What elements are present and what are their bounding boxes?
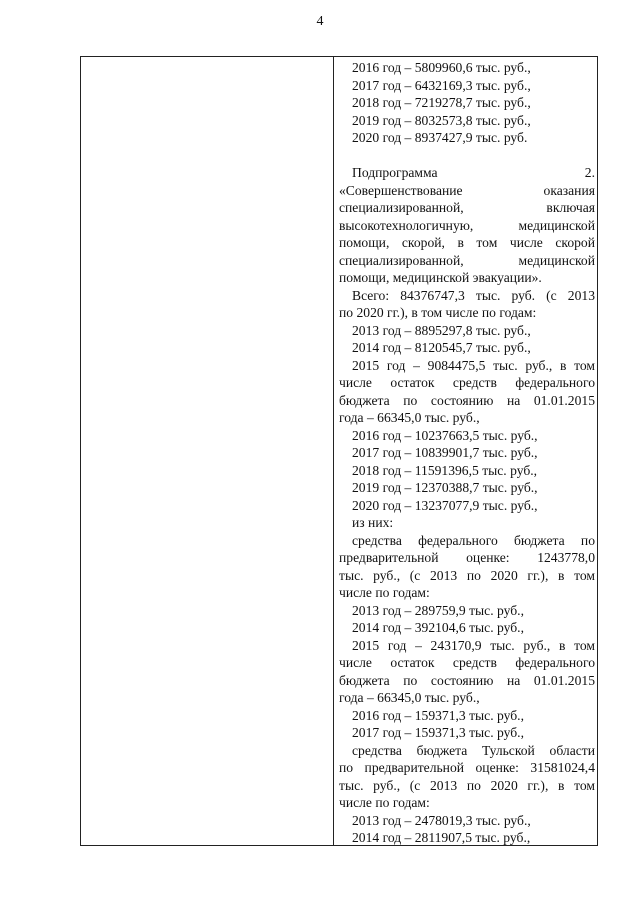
text-line: года – 66345,0 тыс. руб., (339, 690, 480, 705)
text-line: специализированной, включая (339, 200, 595, 215)
text-line: числе остаток средств федерального (339, 375, 595, 390)
text-line: по предварительной оценке: 31581024,4 (339, 760, 595, 775)
text-line: 2017 год – 159371,3 тыс. руб., (352, 725, 524, 740)
subprogram-number: 2. (584, 165, 595, 180)
text-line: средства федерального бюджета по (352, 532, 595, 548)
text-line: 2018 год – 7219278,7 тыс. руб., (352, 95, 531, 110)
text-line: 2014 год – 8120545,7 тыс. руб., (352, 340, 531, 355)
years-list-top (339, 59, 595, 147)
text-line: 2015 год – 243170,9 тыс. руб., в том (352, 637, 595, 653)
text-line: тыс. руб., (с 2013 по 2020 гг.), в том (339, 777, 595, 793)
text-line: тыс. руб., (с 2013 по 2020 гг.), в том (339, 567, 595, 583)
text-line: 2015 год – 9084475,5 тыс. руб., в том (352, 357, 595, 373)
text-line: 2016 год – 159371,3 тыс. руб., (352, 707, 524, 723)
text-line: 2016 год – 10237663,5 тыс. руб., (352, 427, 538, 443)
text-line: высокотехнологичную, медицинской (339, 217, 595, 233)
text-line: бюджета по состоянию на 01.01.2015 (339, 392, 595, 408)
text-line: 2017 год – 10839901,7 тыс. руб., (352, 445, 538, 460)
text-line: числе по годам: (339, 795, 430, 810)
subprogram-heading (339, 164, 595, 182)
text-line: 2017 год – 6432169,3 тыс. руб., (352, 77, 531, 93)
text-line: помощи, медицинской эвакуации». (339, 270, 542, 285)
financing-details (339, 287, 595, 847)
text-line: 2019 год – 8032573,8 тыс. руб., (352, 112, 531, 128)
document-table (80, 56, 598, 846)
text-line: средства бюджета Тульской области (352, 742, 595, 758)
text-line: 2016 год – 5809960,6 тыс. руб., (352, 60, 531, 75)
subprogram-title (339, 182, 595, 287)
text-line: Всего: 84376747,3 тыс. руб. (с 2013 (352, 287, 595, 303)
text-line: числе по годам: (339, 585, 430, 600)
text-line: из них: (352, 515, 394, 530)
text-line: помощи, скорой, в том числе скорой (339, 235, 595, 250)
text-line: предварительной оценке: 1243778,0 (339, 550, 595, 565)
blank-gap (339, 147, 595, 165)
text-line: 2013 год – 8895297,8 тыс. руб., (352, 322, 531, 338)
text-line: 2020 год – 13237077,9 тыс. руб., (352, 497, 538, 513)
text-line: числе остаток средств федерального (339, 655, 595, 670)
column-divider (333, 57, 334, 845)
text-line: 2013 год – 289759,9 тыс. руб., (352, 602, 524, 618)
text-line: по 2020 гг.), в том числе по годам: (339, 305, 537, 320)
text-line: 2013 год – 2478019,3 тыс. руб., (352, 812, 531, 828)
text-line: специализированной, медицинской (339, 252, 595, 268)
text-line: 2020 год – 8937427,9 тыс. руб. (352, 130, 528, 145)
financing-cell (339, 59, 595, 847)
text-line: бюджета по состоянию на 01.01.2015 (339, 672, 595, 688)
text-line: 2014 год – 392104,6 тыс. руб., (352, 620, 524, 635)
subprogram-label: Подпрограмма (352, 165, 438, 180)
text-line: 2019 год – 12370388,7 тыс. руб., (352, 480, 538, 495)
text-line: 2014 год – 2811907,5 тыс. руб., (352, 830, 531, 845)
text-line: года – 66345,0 тыс. руб., (339, 410, 480, 425)
text-line: «Совершенствование оказания (339, 182, 595, 198)
text-line: 2018 год – 11591396,5 тыс. руб., (352, 462, 538, 478)
page-number: 4 (316, 14, 324, 29)
